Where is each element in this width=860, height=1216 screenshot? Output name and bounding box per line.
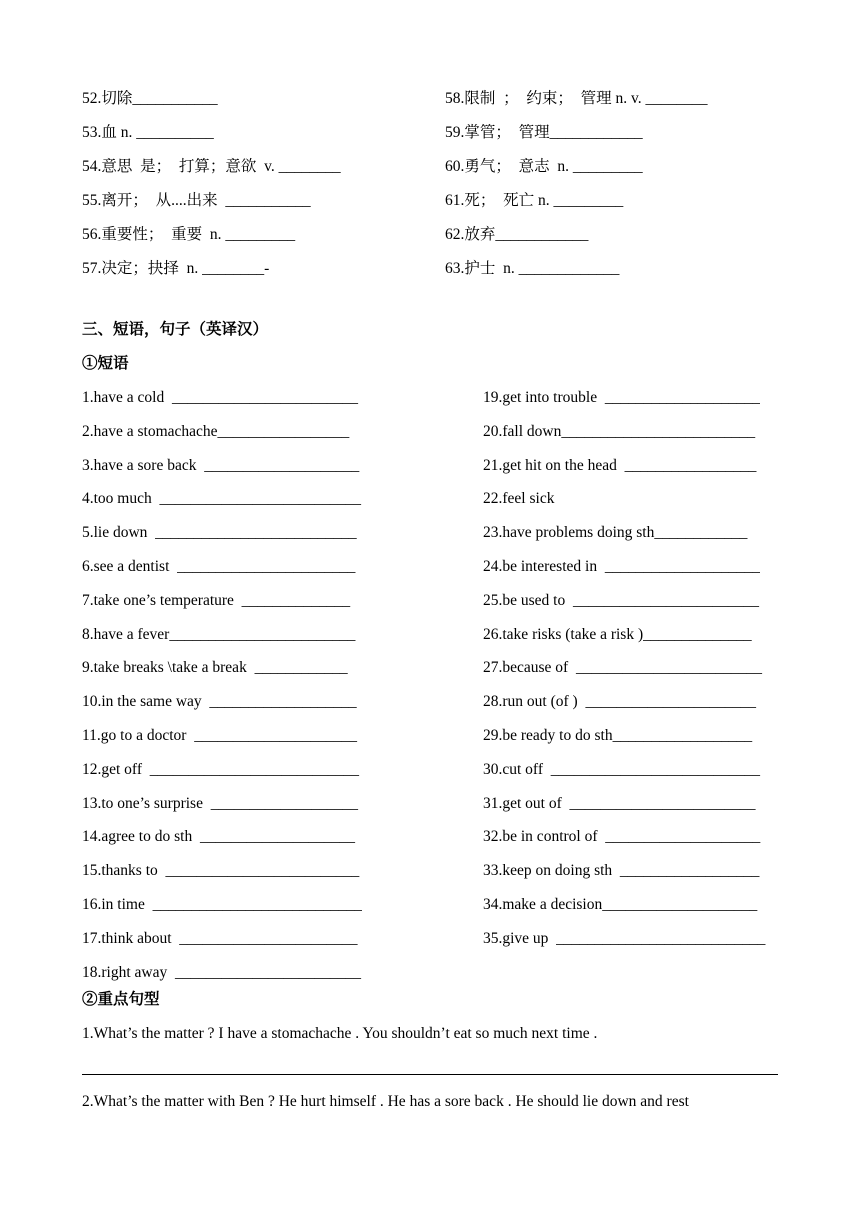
fill-blank-item: 54.意思 是； 打算；意欲 v. ________ — [82, 158, 341, 175]
fill-blank-item: 1.have a cold ________________________ — [82, 389, 358, 406]
fill-blank-item: 55.离开； 从....出来 ___________ — [82, 192, 311, 209]
fill-blank-item: 7.take one’s temperature ______________ — [82, 591, 351, 609]
fill-blank-item: 61.死； 死亡 n. _________ — [445, 192, 624, 209]
fill-blank-item: 14.agree to do sth ____________________ — [82, 828, 355, 846]
fill-blank-item: 16.in time ___________________________ — [82, 896, 362, 913]
fill-blank-item: 33.keep on doing sth __________________ — [483, 862, 760, 880]
sentences-heading: ②重点句型 — [82, 991, 160, 1008]
fill-blank-item: 10.in the same way ___________________ — [82, 693, 357, 711]
sentence-2: 2.What’s the matter with Ben ? He hurt himself . He has a sore back . He should lie down and rest — [82, 1093, 689, 1110]
fill-blank-item: 24.be interested in ____________________ — [483, 558, 760, 575]
fill-blank-item: 3.have a sore back ____________________ — [82, 456, 360, 474]
answer-line — [82, 1074, 778, 1075]
fill-blank-item: 58.限制 ； 约束； 管理 n. v. ________ — [445, 90, 708, 107]
fill-blank-item: 19.get into trouble ____________________ — [483, 389, 760, 406]
fill-blank-item: 23.have problems doing sth____________ — [483, 524, 748, 542]
section-title: 三、短语，句子（英译汉） — [82, 321, 269, 338]
fill-blank-item: 53.血 n. __________ — [82, 124, 214, 141]
fill-blank-item: 60.勇气； 意志 n. _________ — [445, 158, 643, 175]
fill-blank-item: 11.go to a doctor _____________________ — [82, 727, 357, 744]
fill-blank-item: 8.have a fever________________________ — [82, 625, 356, 643]
fill-blank-item: 57.决定；抉择 n. ________- — [82, 260, 270, 277]
fill-blank-item: 13.to one’s surprise ___________________ — [82, 794, 358, 812]
fill-blank-item: 2.have a stomachache_________________ — [82, 422, 350, 440]
fill-blank-item: 31.get out of ________________________ — [483, 794, 756, 812]
fill-blank-item: 59.掌管； 管理____________ — [445, 124, 643, 141]
fill-blank-item: 29.be ready to do sth__________________ — [483, 727, 753, 744]
fill-blank-item: 22.feel sick — [483, 490, 555, 508]
phrases-heading: ①短语 — [82, 355, 129, 372]
fill-blank-item: 21.get hit on the head _________________ — [483, 456, 757, 474]
fill-blank-item: 4.too much __________________________ — [82, 490, 361, 508]
fill-blank-item: 27.because of ________________________ — [483, 659, 762, 677]
fill-blank-item: 35.give up ___________________________ — [483, 929, 766, 947]
fill-blank-item: 63.护士 n. _____________ — [445, 260, 620, 277]
fill-blank-item: 52.切除___________ — [82, 90, 218, 107]
fill-blank-item: 30.cut off ___________________________ — [483, 760, 760, 778]
sentence-1: 1.What’s the matter ? I have a stomachache . You shouldn’t eat so much next time . — [82, 1025, 598, 1042]
fill-blank-item: 56.重要性； 重要 n. _________ — [82, 226, 296, 243]
fill-blank-item: 17.think about _______________________ — [82, 929, 358, 947]
fill-blank-item: 28.run out (of ) ______________________ — [483, 693, 756, 711]
fill-blank-item: 18.right away ________________________ — [82, 963, 361, 981]
fill-blank-item: 25.be used to ________________________ — [483, 591, 759, 609]
fill-blank-item: 34.make a decision____________________ — [483, 896, 758, 913]
fill-blank-item: 6.see a dentist _______________________ — [82, 558, 356, 575]
fill-blank-item: 62.放弃____________ — [445, 226, 589, 243]
fill-blank-item: 32.be in control of ____________________ — [483, 828, 761, 846]
fill-blank-item: 26.take risks (take a risk )______________ — [483, 625, 752, 643]
fill-blank-item: 9.take breaks \take a break ____________ — [82, 659, 348, 677]
fill-blank-item: 12.get off ___________________________ — [82, 760, 359, 778]
fill-blank-item: 15.thanks to _________________________ — [82, 862, 360, 880]
fill-blank-item: 20.fall down_________________________ — [483, 422, 756, 440]
fill-blank-item: 5.lie down __________________________ — [82, 524, 357, 542]
